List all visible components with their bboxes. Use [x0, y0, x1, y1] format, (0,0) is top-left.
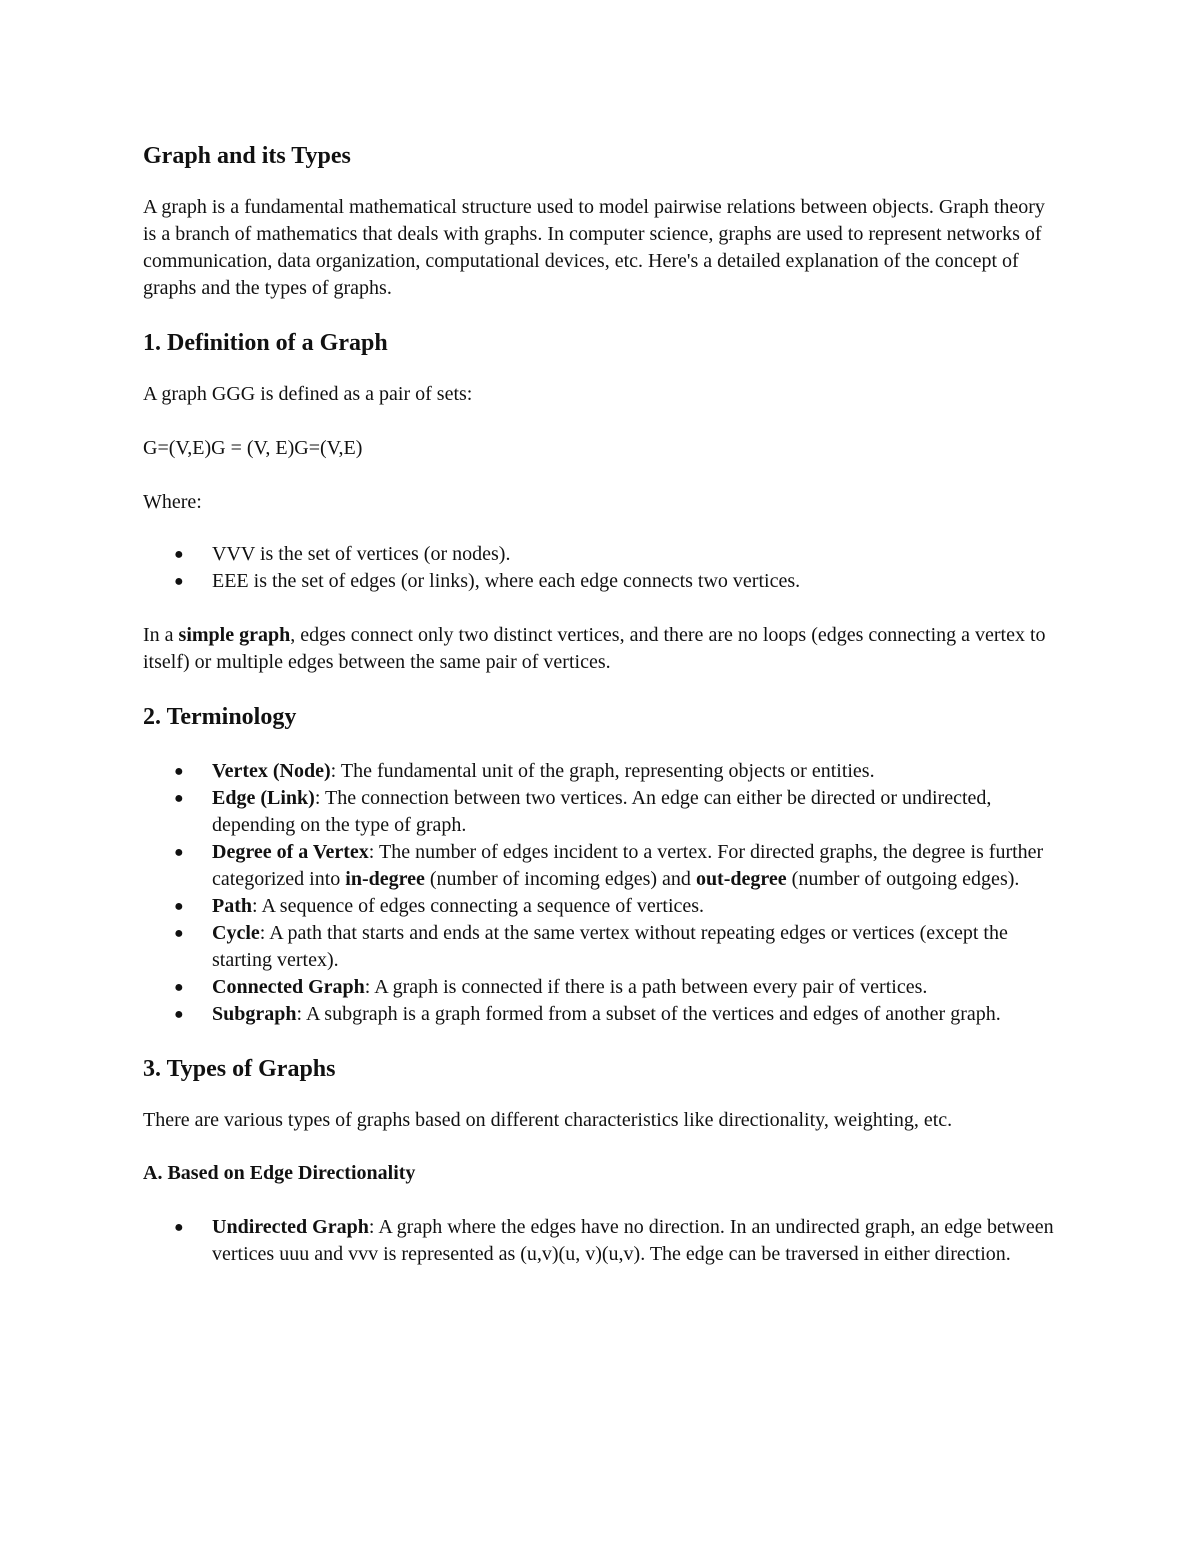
list-item: ● EEE is the set of edges (or links), where each edge connects two vertices.: [143, 568, 1063, 595]
doc-title: Graph and its Types: [143, 143, 351, 169]
bullet-icon: ●: [174, 1219, 184, 1236]
list-item: ● VVV is the set of vertices (or nodes).: [143, 541, 1063, 568]
graph-equation: G=(V,E)G = (V, E)G=(V,E): [143, 437, 363, 459]
subsection-a-heading: A. Based on Edge Directionality: [143, 1162, 416, 1184]
list-item: ● Degree of a Vertex: The number of edges incident to a vertex. For directed graphs, the degree is further categorized into in-degree (number of incoming edges) and out-degree (number of outgoing edges).: [174, 841, 1044, 890]
bullet-icon: ●: [174, 898, 184, 915]
document-body: [143, 140, 1063, 1268]
bullet-icon: ●: [174, 763, 184, 780]
bullet-icon: ●: [174, 573, 184, 590]
types-intro-paragraph: There are various types of graphs based on different characteristics like directionality, weighting, etc.: [143, 1109, 953, 1131]
directionality-list: [143, 1214, 1063, 1268]
bullet-icon: ●: [174, 925, 184, 942]
list-item: ● Cycle: A path that starts and ends at the same vertex without repeating edges or vertices (except the starting vertex).: [174, 922, 1008, 971]
terminology-list: [143, 758, 1063, 1028]
list-item: ● Connected Graph: A graph is connected if there is a path between every pair of vertices.: [143, 974, 1063, 1001]
simple-graph-paragraph: In a simple graph, edges connect only two distinct vertices, and there are no loops (edges connecting a vertex to itself) or multiple edges between the same pair of vertices.: [143, 624, 1046, 673]
bullet-icon: ●: [174, 546, 184, 563]
list-item: ● Path: A sequence of edges connecting a sequence of vertices.: [143, 893, 1063, 920]
bullet-icon: ●: [174, 1006, 184, 1023]
definition-list: [143, 541, 1063, 595]
list-item: ● Undirected Graph: A graph where the edges have no direction. In an undirected graph, an edge between vertices uuu and vvv is represented as (u,v)(u, v)(u,v). The edge can be traversed in either direction.: [174, 1216, 1054, 1265]
bullet-icon: ●: [174, 844, 184, 861]
section-3-heading: 3. Types of Graphs: [143, 1056, 336, 1082]
section-2-heading: 2. Terminology: [143, 704, 297, 730]
section-1-heading: 1. Definition of a Graph: [143, 330, 388, 356]
bullet-icon: ●: [174, 790, 184, 807]
where-label: Where:: [143, 491, 202, 513]
simple-graph-term: simple graph: [178, 624, 291, 646]
list-item: ● Vertex (Node): The fundamental unit of the graph, representing objects or entities.: [143, 758, 1063, 785]
list-item: ● Subgraph: A subgraph is a graph formed from a subset of the vertices and edges of another graph.: [143, 1001, 1063, 1028]
list-item: ● Edge (Link): The connection between two vertices. An edge can either be directed or undirected, depending on the type of graph.: [174, 787, 992, 836]
bullet-icon: ●: [174, 979, 184, 996]
definition-paragraph: A graph GGG is defined as a pair of sets:: [143, 383, 473, 405]
intro-paragraph: A graph is a fundamental mathematical structure used to model pairwise relations between objects. Graph theory is a branch of mathematics that deals with graphs. In computer science, graphs are used to represent networks of communication, data organization, computational devices, etc. Here's a detailed explanation of the concept of graphs and the types of graphs.: [143, 196, 1045, 299]
